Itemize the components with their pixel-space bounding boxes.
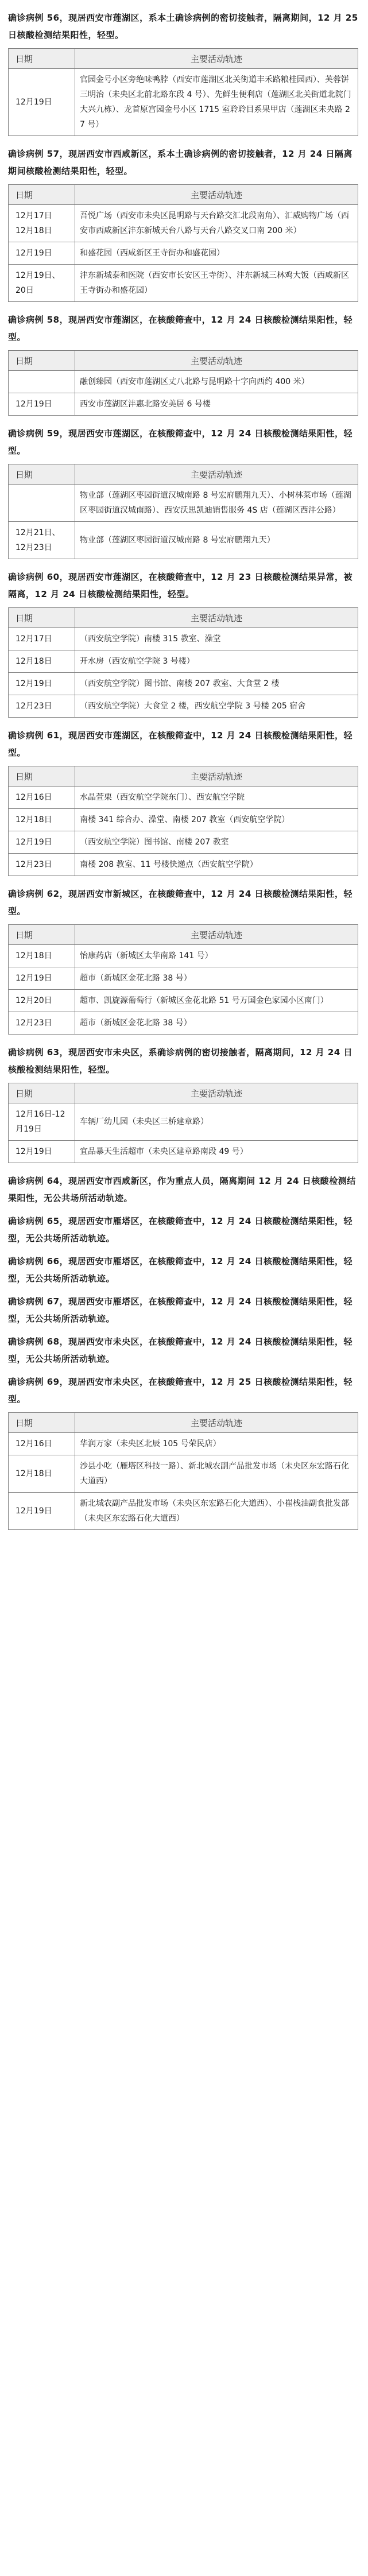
date-cell: 12月19日、 20日 xyxy=(9,265,75,302)
date-cell: 12月18日 xyxy=(9,650,75,673)
date-column-header: 日期 xyxy=(9,464,75,485)
route-cell: 官园金号小区旁绝味鸭脖（西安市莲湖区北关街道丰禾路粮桂园西）、芙蓉饼三明治（未央区北前北路东段 4 号）、先鲜生便利店（莲湖区北关街道北院门大兴九栋）、龙首原宫园金号小区 1715 室聆聆目系果甲店（莲湖区未央路 27 号） xyxy=(75,69,358,136)
table-header-row xyxy=(9,925,358,945)
table-row xyxy=(9,787,358,809)
date-column-header: 日期 xyxy=(9,608,75,628)
table-row xyxy=(9,371,358,393)
case-heading: 确诊病例 58，现居西安市莲湖区，在核酸筛查中，12 月 24 日核酸检测结果阳性，轻型。 xyxy=(8,315,353,342)
trace-table xyxy=(8,1412,358,1530)
route-column-header: 主要活动轨迹 xyxy=(75,49,358,69)
route-column-header: 主要活动轨迹 xyxy=(75,351,358,371)
table-row xyxy=(9,990,358,1012)
route-column-header: 主要活动轨迹 xyxy=(75,185,358,205)
trace-table xyxy=(8,1083,358,1163)
table-header-row xyxy=(9,185,358,205)
table-header-row xyxy=(9,1083,358,1103)
table-header-row xyxy=(9,351,358,371)
date-cell: 12月19日 xyxy=(9,831,75,854)
table-row xyxy=(9,695,358,718)
table-row xyxy=(9,967,358,990)
table-row xyxy=(9,393,358,416)
date-column-header: 日期 xyxy=(9,49,75,69)
table-row xyxy=(9,673,358,695)
case-heading: 确诊病例 60，现居西安市莲湖区，在核酸筛查中，12 月 23 日核酸检测结果异常，被隔离，12 月 24 日核酸检测结果阳性，轻型。 xyxy=(8,572,353,599)
date-cell: 12月23日 xyxy=(9,1012,75,1035)
date-cell: 12月17日 12月18日 xyxy=(9,205,75,242)
case-note: 确诊病例 66，现居西安市雁塔区，在核酸筛查中，12 月 24 日核酸检测结果阳性，轻型，无公共场所活动轨迹。 xyxy=(8,1256,353,1284)
table-row xyxy=(9,1141,358,1163)
date-column-header: 日期 xyxy=(9,925,75,945)
case-heading: 确诊病例 62，现居西安市新城区，在核酸筛查中，12 月 24 日核酸检测结果阳性，轻型。 xyxy=(8,889,353,916)
date-cell: 12月23日 xyxy=(9,854,75,876)
route-cell: （西安航空学院）图书馆、南楼 207 教室 xyxy=(75,831,358,854)
date-cell: 12月18日 xyxy=(9,1455,75,1493)
table-row xyxy=(9,242,358,265)
route-cell: （西安航空学院）南楼 315 教室、澡堂 xyxy=(75,628,358,650)
table-header-row xyxy=(9,608,358,628)
route-cell: 西安市莲湖区沣惠北路安美居 6 号楼 xyxy=(75,393,358,416)
route-cell: 华润万家（未央区北辰 105 号荣民店） xyxy=(75,1433,358,1455)
route-cell: （西安航空学院）大食堂 2 楼，西安航空学院 3 号楼 205 宿舍 xyxy=(75,695,358,718)
date-cell: 12月19日 xyxy=(9,967,75,990)
route-cell: 水晶萱栗（西安航空学院东门）、西安航空学院 xyxy=(75,787,358,809)
case-heading: 确诊病例 59，现居西安市莲湖区，在核酸筛查中，12 月 24 日核酸检测结果阳性，轻型。 xyxy=(8,428,353,456)
date-column-header: 日期 xyxy=(9,185,75,205)
table-row xyxy=(9,945,358,967)
table-row xyxy=(9,485,358,522)
date-cell xyxy=(9,485,75,522)
case-heading: 确诊病例 69，现居西安市未央区，在核酸筛查中，12 月 25 日核酸检测结果阳性，轻型。 xyxy=(8,1377,353,1404)
case-note: 确诊病例 67，现居西安市雁塔区，在核酸筛查中，12 月 24 日核酸检测结果阳性，轻型，无公共场所活动轨迹。 xyxy=(8,1296,353,1324)
route-cell: 吾悦广场（西安市未央区昆明路与天台路交汇北段南角）、汇威购物广场（西安市西咸新区沣东新城天台八路与天台八路交叉口南 200 米） xyxy=(75,205,358,242)
case-note: 确诊病例 65，现居西安市雁塔区，在核酸筛查中，12 月 24 日核酸检测结果阳性，轻型，无公共场所活动轨迹。 xyxy=(8,1216,353,1244)
date-cell: 12月19日 xyxy=(9,673,75,695)
route-cell: 沣东新城泰和医院（西安市长安区王寺街）、沣东新城三林鸡大饭（西咸新区王寺街办和盛花园） xyxy=(75,265,358,302)
date-cell: 12月18日 xyxy=(9,945,75,967)
case-note: 确诊病例 64，现居西安市西咸新区，作为重点人员，隔离期间 12 月 24 日核酸检测结果阳性，无公共场所活动轨迹。 xyxy=(8,1176,356,1203)
route-column-header: 主要活动轨迹 xyxy=(75,1083,358,1103)
table-row xyxy=(9,1493,358,1530)
date-cell: 12月20日 xyxy=(9,990,75,1012)
route-column-header: 主要活动轨迹 xyxy=(75,925,358,945)
table-row xyxy=(9,854,358,876)
date-cell: 12月19日 xyxy=(9,242,75,265)
date-column-header: 日期 xyxy=(9,1413,75,1433)
route-cell: 新北城农副产品批发市场（未央区东宏路石化大道西）、小崔栈油副食批发部（未央区东宏路石化大道西） xyxy=(75,1493,358,1530)
route-cell: 车辆厂幼儿园（未央区三桥建章路） xyxy=(75,1103,358,1141)
trace-table xyxy=(8,766,358,876)
table-row xyxy=(9,1455,358,1493)
trace-table xyxy=(8,607,358,718)
route-column-header: 主要活动轨迹 xyxy=(75,766,358,787)
trace-table xyxy=(8,184,358,302)
table-header-row xyxy=(9,766,358,787)
route-cell: 物业部（莲湖区枣园街道汉城南路 8 号宏府鹏翔九天） xyxy=(75,522,358,559)
trace-table xyxy=(8,464,358,559)
date-cell: 12月16日 xyxy=(9,787,75,809)
route-cell: 超市（新城区金花北路 38 号） xyxy=(75,1012,358,1035)
date-cell: 12月23日 xyxy=(9,695,75,718)
table-row xyxy=(9,205,358,242)
table-row xyxy=(9,650,358,673)
table-row xyxy=(9,265,358,302)
trace-table xyxy=(8,48,358,136)
route-cell: 超市、凯旋源葡萄行（新城区金花北路 51 号万国金色家园小区南门） xyxy=(75,990,358,1012)
date-cell: 12月21日、 12月23日 xyxy=(9,522,75,559)
date-cell: 12月19日 xyxy=(9,1493,75,1530)
route-column-header: 主要活动轨迹 xyxy=(75,608,358,628)
date-cell: 12月16日-12月19日 xyxy=(9,1103,75,1141)
route-cell: （西安航空学院）图书馆、南楼 207 教室、大食堂 2 楼 xyxy=(75,673,358,695)
case-heading: 确诊病例 61，现居西安市莲湖区，在核酸筛查中，12 月 24 日核酸检测结果阳性，轻型。 xyxy=(8,730,353,758)
date-cell: 12月17日 xyxy=(9,628,75,650)
table-row xyxy=(9,1433,358,1455)
date-cell: 12月18日 xyxy=(9,809,75,831)
table-row xyxy=(9,1012,358,1035)
table-header-row xyxy=(9,464,358,485)
date-column-header: 日期 xyxy=(9,766,75,787)
date-cell: 12月19日 xyxy=(9,69,75,136)
table-row xyxy=(9,831,358,854)
route-cell: 沙县小吃（雁塔区科技一路）、新北城农副产品批发市场（未央区东宏路石化大道西） xyxy=(75,1455,358,1493)
case-heading: 确诊病例 63，现居西安市未央区，系确诊病例的密切接触者，隔离期间，12 月 24 日核酸检测结果阳性，轻型。 xyxy=(8,1047,353,1075)
table-row xyxy=(9,69,358,136)
date-column-header: 日期 xyxy=(9,1083,75,1103)
date-cell: 12月19日 xyxy=(9,393,75,416)
trace-table xyxy=(8,350,358,416)
date-cell xyxy=(9,371,75,393)
route-cell: 南楼 208 教室、11 号楼快递点（西安航空学院） xyxy=(75,854,358,876)
route-cell: 怡康药店（新城区太华南路 141 号） xyxy=(75,945,358,967)
route-cell: 宜品暴天生活超市（未央区建章路南段 49 号） xyxy=(75,1141,358,1163)
trace-table xyxy=(8,924,358,1035)
route-cell: 和盛花园（西咸新区王寺街办和盛花园） xyxy=(75,242,358,265)
route-column-header: 主要活动轨迹 xyxy=(75,1413,358,1433)
case-heading: 确诊病例 57，现居西安市西咸新区，系本土确诊病例的密切接触者，12 月 24 日隔离期间核酸检测结果阳性，轻型。 xyxy=(8,149,353,176)
table-header-row xyxy=(9,49,358,69)
table-row xyxy=(9,809,358,831)
table-header-row xyxy=(9,1413,358,1433)
route-cell: 南楼 341 综合办、澡堂、南楼 207 教室（西安航空学院） xyxy=(75,809,358,831)
route-cell: 物业部（莲湖区枣园街道汉城南路 8 号宏府鹏翔九天）、小树林菜市场（莲湖区枣园街道汉城南路）、西安沃思凯迪销售服务 4S 店（莲湖区西沣公路） xyxy=(75,485,358,522)
case-heading: 确诊病例 56，现居西安市莲湖区，系本土确诊病例的密切接触者，隔离期间，12 月 25 日核酸检测结果阳性，轻型。 xyxy=(8,13,358,40)
date-column-header: 日期 xyxy=(9,351,75,371)
date-cell: 12月19日 xyxy=(9,1141,75,1163)
route-cell: 融创臻园（西安市莲湖区丈八北路与昆明路十字向西约 400 米） xyxy=(75,371,358,393)
table-row xyxy=(9,522,358,559)
case-note: 确诊病例 68，现居西安市未央区，在核酸筛查中，12 月 24 日核酸检测结果阳性，轻型，无公共场所活动轨迹。 xyxy=(8,1337,353,1364)
route-column-header: 主要活动轨迹 xyxy=(75,464,358,485)
route-cell: 超市（新城区金花北路 38 号） xyxy=(75,967,358,990)
table-row xyxy=(9,1103,358,1141)
date-cell: 12月16日 xyxy=(9,1433,75,1455)
route-cell: 开水房（西安航空学院 3 号楼） xyxy=(75,650,358,673)
table-row xyxy=(9,628,358,650)
